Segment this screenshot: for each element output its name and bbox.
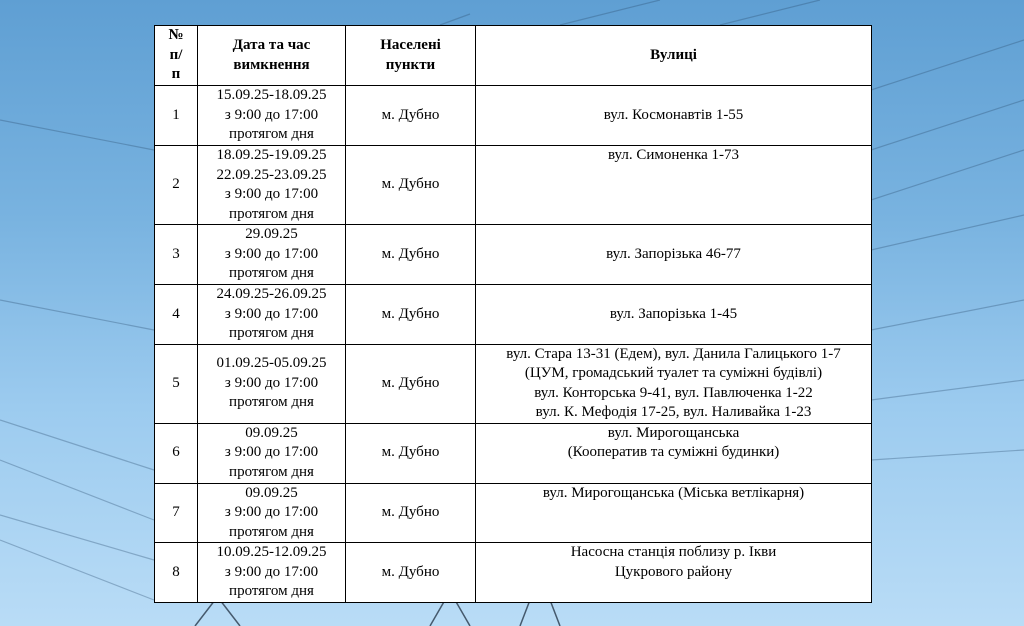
datetime-line: протягом дня — [229, 126, 314, 143]
datetime-line: протягом дня — [229, 583, 314, 599]
row-streets — [476, 86, 872, 146]
datetime-line: протягом дня — [229, 394, 314, 411]
header-streets: Вулиці — [476, 26, 872, 86]
row-number: 6 — [155, 423, 198, 483]
table-row — [155, 344, 872, 423]
row-settlement: м. Дубно — [346, 225, 476, 285]
table-row — [155, 543, 872, 603]
outage-schedule-document — [154, 25, 871, 600]
row-datetime — [198, 285, 346, 345]
row-number: 2 — [155, 146, 198, 225]
table-row — [155, 225, 872, 285]
row-streets — [476, 483, 872, 543]
row-streets — [476, 543, 872, 603]
datetime-line: протягом дня — [229, 523, 314, 540]
datetime-line: 24.09.25-26.09.25 — [216, 286, 327, 302]
street-line: вул. Мирогощанська — [607, 424, 740, 441]
row-number: 5 — [155, 344, 198, 423]
table-row — [155, 483, 872, 543]
row-datetime — [198, 86, 346, 146]
datetime-line: з 9:00 до 17:00 — [224, 106, 319, 123]
datetime-line: протягом дня — [229, 463, 314, 480]
datetime-line: з 9:00 до 17:00 — [224, 374, 319, 391]
outage-schedule-table — [154, 25, 872, 603]
row-settlement: м. Дубно — [346, 423, 476, 483]
row-datetime — [198, 423, 346, 483]
datetime-line: 09.09.25 — [245, 484, 298, 501]
row-settlement: м. Дубно — [346, 344, 476, 423]
table-row — [155, 423, 872, 483]
street-line: вул. Симоненка 1-73 — [607, 147, 740, 163]
datetime-line: з 9:00 до 17:00 — [224, 305, 319, 322]
street-line: Цукрового району — [614, 563, 733, 580]
row-streets — [476, 423, 872, 483]
header-settlements: Населені пункти — [346, 26, 476, 86]
row-number: 1 — [155, 86, 198, 146]
street-line: вул. К. Мефодія 17-25, вул. Наливайка 1-23 — [535, 404, 812, 420]
datetime-line: 10.09.25-12.09.25 — [216, 544, 327, 560]
header-datetime: Дата та час вимкнення — [198, 26, 346, 86]
table-row — [155, 146, 872, 225]
datetime-line: 01.09.25-05.09.25 — [216, 355, 327, 372]
row-settlement: м. Дубно — [346, 543, 476, 603]
datetime-line: 18.09.25-19.09.25 — [216, 147, 327, 163]
row-datetime — [198, 225, 346, 285]
street-line: (Кооператив та суміжні будинки) — [567, 444, 780, 460]
row-streets — [476, 225, 872, 285]
row-datetime — [198, 483, 346, 543]
datetime-line: з 9:00 до 17:00 — [224, 504, 319, 520]
row-settlement: м. Дубно — [346, 86, 476, 146]
row-streets — [476, 285, 872, 345]
datetime-line: протягом дня — [229, 325, 314, 341]
row-settlement: м. Дубно — [346, 483, 476, 543]
street-line: вул. Мирогощанська (Міська ветлікарня) — [542, 484, 805, 501]
row-datetime — [198, 146, 346, 225]
datetime-line: протягом дня — [229, 265, 314, 282]
datetime-line: з 9:00 до 17:00 — [224, 563, 319, 580]
row-streets — [476, 344, 872, 423]
street-line: вул. Стара 13-31 (Едем), вул. Данила Галицького 1-7 — [506, 345, 841, 362]
datetime-line: з 9:00 до 17:00 — [224, 186, 319, 202]
datetime-line: 15.09.25-18.09.25 — [216, 87, 327, 104]
datetime-line: протягом дня — [229, 205, 314, 222]
table-row — [155, 285, 872, 345]
row-number: 3 — [155, 225, 198, 285]
row-number: 8 — [155, 543, 198, 603]
datetime-line: з 9:00 до 17:00 — [224, 444, 319, 461]
street-line: Насосна станція поблизу р. Ікви — [570, 544, 777, 560]
row-streets — [476, 146, 872, 225]
row-number: 4 — [155, 285, 198, 345]
street-line: вул. Конторська 9-41, вул. Павлюченка 1-22 — [534, 384, 813, 401]
row-settlement: м. Дубно — [346, 146, 476, 225]
table-row — [155, 86, 872, 146]
table-header-row — [155, 26, 872, 86]
header-number: № п/ п — [155, 26, 198, 86]
datetime-line: 09.09.25 — [245, 424, 298, 441]
datetime-line: 22.09.25-23.09.25 — [216, 166, 327, 183]
row-datetime — [198, 543, 346, 603]
row-number: 7 — [155, 483, 198, 543]
row-datetime — [198, 344, 346, 423]
street-line: вул. Запорізька 46-77 — [606, 245, 741, 262]
street-line: вул. Космонавтів 1-55 — [603, 106, 744, 123]
datetime-line: з 9:00 до 17:00 — [224, 245, 319, 262]
row-settlement: м. Дубно — [346, 285, 476, 345]
datetime-line: 29.09.25 — [245, 226, 298, 243]
street-line: (ЦУМ, громадський туалет та суміжні будівлі) — [524, 365, 823, 381]
street-line: вул. Запорізька 1-45 — [609, 305, 738, 322]
